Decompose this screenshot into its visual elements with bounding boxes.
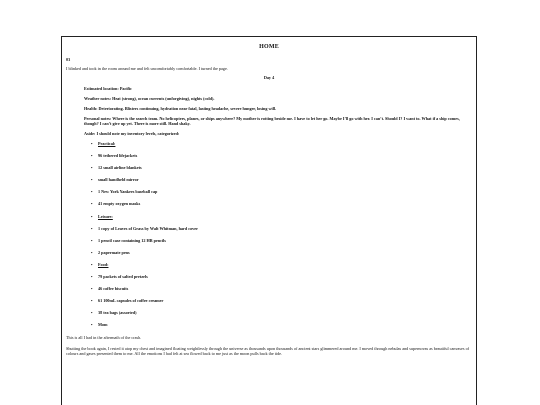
inventory-text: Leisure: — [98, 213, 113, 219]
inventory-item — [91, 286, 472, 291]
inventory-text: 41 empty oxygen masks — [98, 201, 141, 207]
inventory-item — [91, 165, 472, 170]
page-content — [62, 37, 476, 356]
journal-health: Health: Deteriorating. Blisters continuing, hydration near fatal, lasting headache, severe hunger, losing will. — [84, 106, 277, 111]
bullet-icon: • — [91, 322, 93, 328]
inventory-category — [91, 141, 472, 146]
inventory-item — [91, 201, 472, 206]
bullet-icon: • — [91, 261, 93, 267]
inventory-list — [91, 141, 472, 327]
inventory-item — [91, 189, 472, 194]
inventory-text: 1 New York Yankees baseball cap — [98, 189, 158, 195]
inventory-item — [91, 298, 472, 303]
inventory-text: Mom — [98, 322, 108, 328]
inventory-item — [91, 250, 472, 255]
inventory-text: 2 papermate pens — [98, 249, 130, 255]
inventory-category — [91, 214, 472, 219]
inventory-text: 12 small airline blankets — [98, 165, 142, 171]
bullet-icon: • — [91, 225, 93, 231]
inventory-text: 79 packets of salted pretzels — [98, 274, 148, 280]
inventory-text: 38 tea bags (assorted) — [98, 310, 137, 316]
inventory-item — [91, 226, 472, 231]
inventory-item — [91, 238, 472, 243]
bullet-icon: • — [91, 274, 93, 280]
bullet-icon: • — [91, 213, 93, 219]
inventory-text: Food: — [98, 261, 109, 267]
document-page — [61, 36, 477, 405]
inventory-item — [91, 153, 472, 158]
bullet-icon: • — [91, 141, 93, 146]
journal-aside: Aside: I should note my inventory levels, categorized: — [84, 131, 180, 136]
intro-paragraph: I blinked and took in the room around me and felt uncomfortably comfortable. I turned the page. — [66, 66, 228, 71]
inventory-item — [91, 322, 472, 327]
chapter-number: 03 — [66, 57, 71, 62]
bullet-icon: • — [91, 310, 93, 316]
inventory-item — [91, 274, 472, 279]
journal-location: Estimated location: Pacific — [84, 86, 132, 91]
inventory-text: Practical: — [98, 141, 116, 146]
closing-paragraph: Shutting the book again, I rested it atop my chest and imagined floating weightlessly through the universe as thousands upon thousands of ancient stars glimmered around me. I moved through nebulas and supernovas as beautiful canvases of colours and gases presented them to me. All the emotions I had felt at sea flowed back to me just as the moon pulls back the tide. — [66, 345, 470, 356]
inventory-text: 96 tethered lifejackets — [98, 153, 138, 159]
bullet-icon: • — [91, 201, 93, 207]
day-heading: Day 4 — [263, 75, 275, 80]
inventory-text: 46 coffee biscuits — [98, 286, 129, 292]
bullet-icon: • — [91, 165, 93, 171]
bullet-icon: • — [91, 286, 93, 292]
aftermath-paragraph: This is all I had in the aftermath of the crash. — [66, 334, 142, 340]
page-title: HOME — [259, 44, 279, 50]
bullet-icon: • — [91, 237, 93, 243]
bullet-icon: • — [91, 189, 93, 195]
journal-entry — [84, 86, 472, 327]
bullet-icon: • — [91, 298, 93, 304]
inventory-item — [91, 177, 472, 182]
bullet-icon: • — [91, 249, 93, 255]
bullet-icon: • — [91, 153, 93, 159]
inventory-text: small handheld mirror — [98, 177, 139, 183]
inventory-text: 1 copy of Leaves of Grass by Walt Whitman, hard cover — [98, 225, 198, 231]
inventory-category — [91, 262, 472, 267]
journal-weather: Weather notes: Heat (strong), ocean currents (unforgiving), nights (cold). — [84, 96, 215, 101]
journal-personal-notes: Personal notes: Where is the search team. No helicopters, planes, or ships anywhere? My mother is rotting beside me. I have to let her go. Maybe I’ll go with her. I can’t. Should I? I want to. What if a ship comes, though? I can’t give up yet. There is more still. Hand shaky. — [84, 116, 460, 126]
inventory-text: 61 100mL capsules of coffee creamer — [98, 298, 164, 304]
inventory-text: 1 pencil case containing 12 HB pencils — [98, 237, 166, 243]
inventory-item — [91, 310, 472, 315]
bullet-icon: • — [91, 177, 93, 183]
